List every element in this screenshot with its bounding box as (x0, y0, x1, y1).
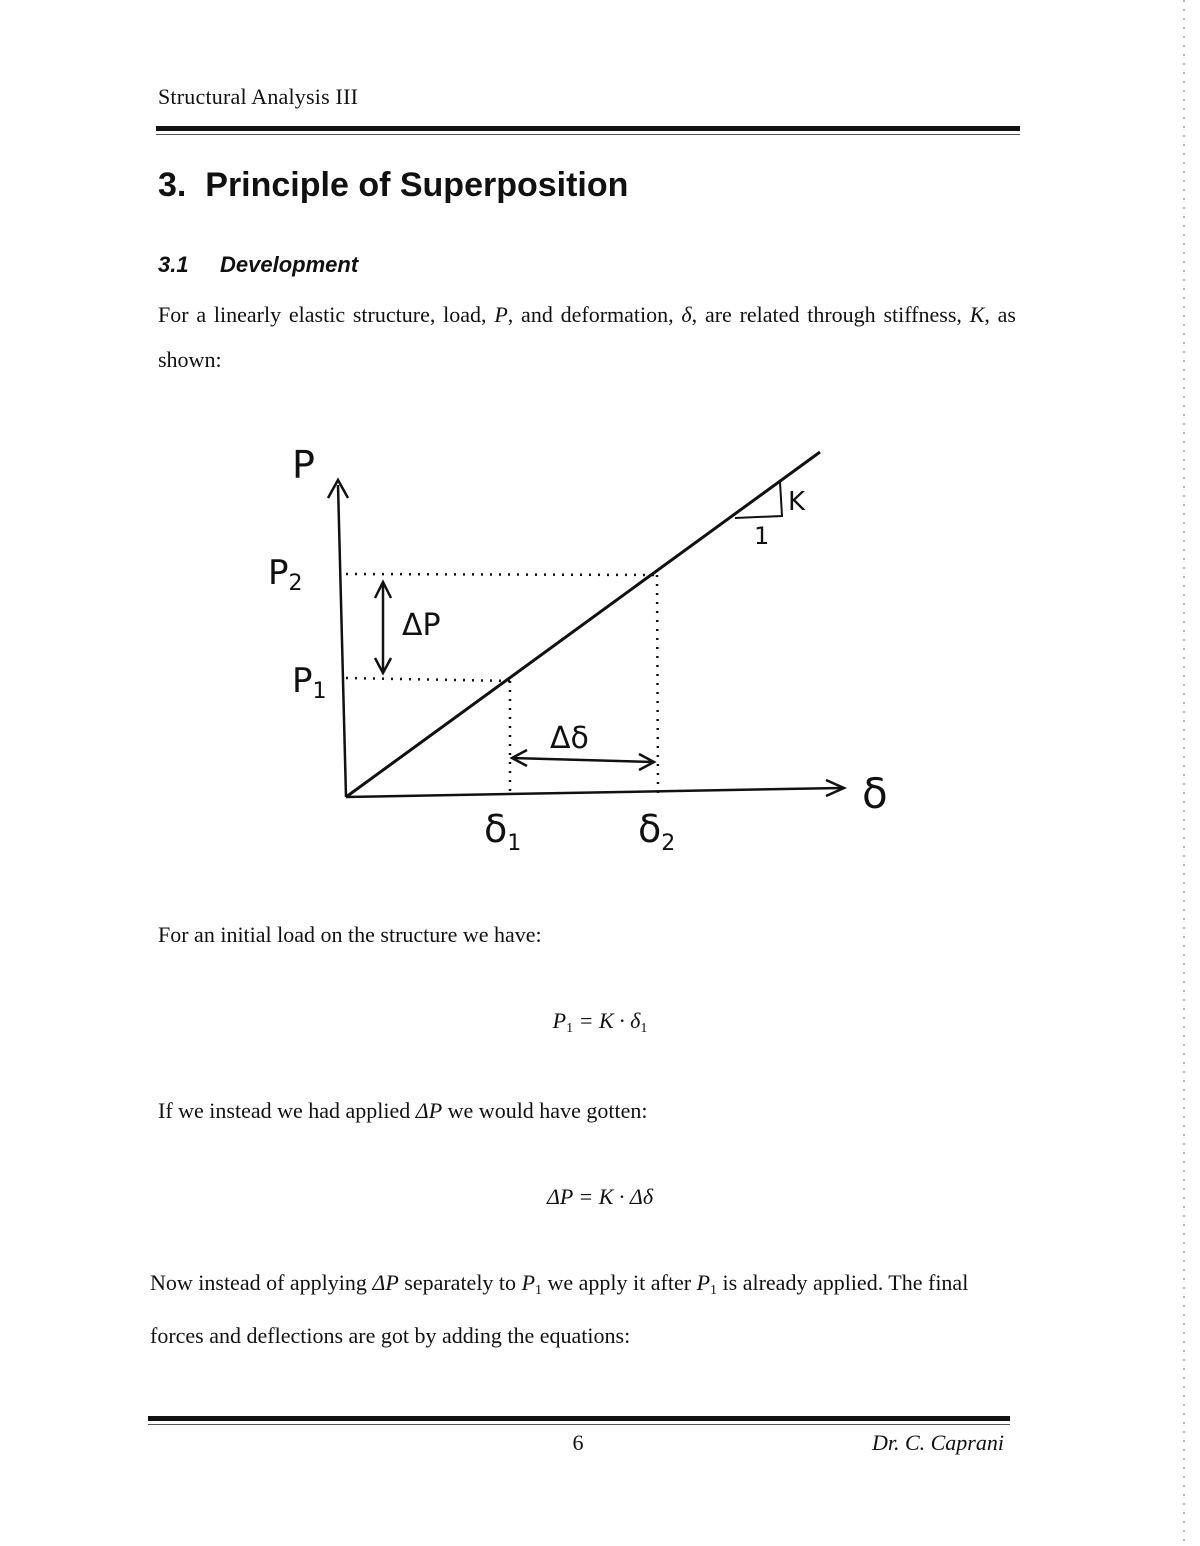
symbol-P: P (494, 302, 508, 327)
p3-text-2: we would have gotten: (442, 1098, 648, 1123)
footer-rule (148, 1416, 1010, 1421)
delta2-label: $\delta_2$ (638, 807, 676, 856)
eq1-lhs: P (552, 1008, 567, 1033)
axis-x-label: δ (862, 769, 888, 818)
p2-label: P2 (268, 553, 303, 596)
p4-text-1: Now instead of applying (150, 1270, 373, 1295)
section-name: Development (220, 252, 359, 277)
intro-text-3: , are related through stiffness, (691, 302, 970, 327)
p1-dotted-line (346, 678, 510, 681)
axis-y-label: P (292, 443, 315, 487)
running-header: Structural Analysis III (158, 84, 359, 109)
eq1-lhs-sub: 1 (566, 1021, 574, 1036)
p4-symbol-p1b-sub: 1 (710, 1283, 718, 1298)
delta-p-label: ΔP (402, 608, 441, 643)
p4-text-3: we apply it after (542, 1270, 697, 1295)
intro-text-4: , as shown: (158, 302, 1016, 372)
equation-2: ΔP = K · Δδ (546, 1184, 654, 1209)
p4-text-4: is already applied. The final forces and deflections are got by adding the equations: (150, 1270, 969, 1348)
page-number: 6 (572, 1430, 584, 1455)
p4-symbol-p1-sub: 1 (535, 1283, 543, 1298)
intro-text-2: , and deformation, (507, 302, 682, 327)
delta-delta-arrow (512, 758, 654, 762)
slope-rise-label: K (788, 487, 806, 517)
p4-symbol-dp: ΔP (372, 1270, 399, 1295)
horizontal-axis (346, 788, 841, 797)
p3-text-1: If we instead we had applied (158, 1098, 416, 1123)
section-number: 3.1 (158, 252, 189, 277)
slope-triangle (735, 482, 782, 518)
p4-symbol-p1b: P (696, 1270, 711, 1295)
scan-edge-artifact (1183, 0, 1185, 1546)
intro-paragraph (158, 292, 1016, 382)
header-rule-thin (156, 134, 1020, 135)
chapter-title (158, 166, 628, 205)
equation-1 (0, 1008, 1200, 1037)
delta1-label: $\delta_1$ (484, 807, 522, 856)
p4-symbol-p1: P (521, 1270, 536, 1295)
intro-text-1: For a linearly elastic structure, load, (158, 302, 495, 327)
delta-delta-label: Δδ (550, 721, 589, 756)
paragraph-delta-p (158, 1088, 1016, 1133)
symbol-delta: δ (681, 302, 692, 327)
p2-dotted-line (346, 574, 657, 575)
p3-symbol: ΔP (415, 1098, 443, 1123)
vertical-axis (338, 485, 346, 797)
footer-author: Dr. C. Caprani (871, 1430, 1004, 1455)
chapter-name: Principle of Superposition (205, 166, 629, 204)
p1-label: P1 (292, 661, 327, 704)
slope-run-label: 1 (754, 522, 770, 550)
symbol-K: K (969, 302, 985, 327)
p4-text-2: separately to (398, 1270, 522, 1295)
chapter-number: 3. (158, 166, 187, 204)
eq1-rhs-sub: 1 (640, 1021, 648, 1036)
section-title (158, 252, 358, 278)
footer-rule-thin (148, 1424, 1010, 1425)
paragraph-superposition (150, 1260, 1010, 1358)
header-rule (156, 126, 1020, 131)
load-deformation-figure (230, 430, 910, 870)
eq1-rhs: = K · δ (578, 1008, 641, 1033)
delta2-dotted-line (657, 575, 658, 793)
paragraph-initial-load: For an initial load on the structure we have: (158, 922, 542, 947)
